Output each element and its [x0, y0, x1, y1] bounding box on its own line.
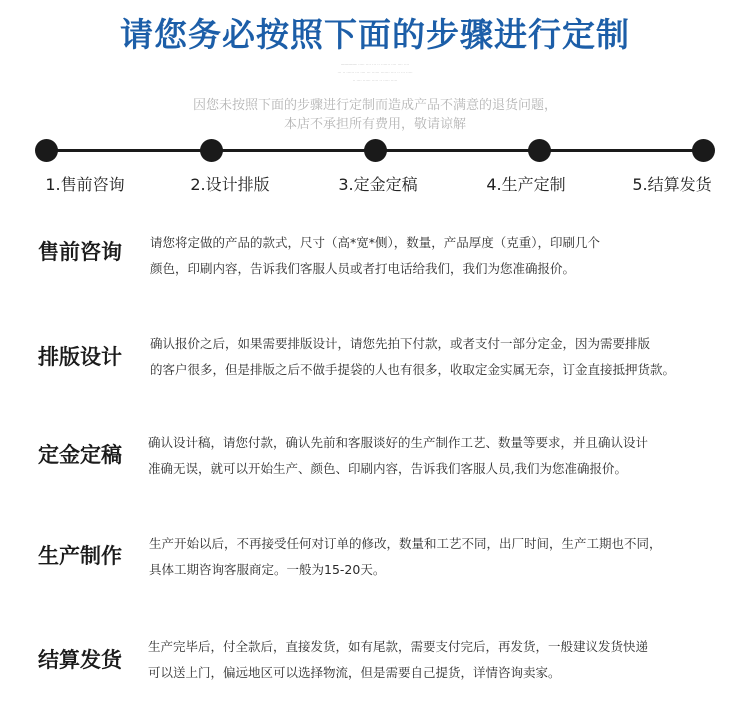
detail-line: 生产开始以后，不再接受任何对订单的修改，数量和工艺不同，出厂时间，生产工期也不同，	[149, 536, 662, 551]
decorative-fineprint-line: ———— ····· ···· ··· ·· ······· ···· ···· ····	[340, 62, 410, 67]
detail-text-production	[149, 531, 739, 583]
detail-title-shipping: 结算发货	[38, 648, 122, 672]
step-label-4: 4.生产定制	[486, 175, 566, 194]
timeline-dot	[528, 139, 551, 162]
detail-line: 请您将定做的产品的款式，尺寸（高*宽*侧），数量，产品厚度（克重），印刷几个	[150, 235, 601, 250]
detail-line: 确认报价之后，如果需要排版设计，请您先拍下付款，或者支付一部分定金，因为需要排版	[150, 336, 651, 351]
detail-text-deposit	[148, 430, 738, 482]
notice-line: 本店不承担所有费用，敬请谅解	[283, 117, 466, 132]
detail-line: 具体工期咨询客服商定。一般为15-20天。	[149, 562, 386, 577]
detail-text-shipping	[148, 634, 738, 686]
detail-line: 生产完毕后，付全款后，直接发货，如有尾款，需要支付完后，再发货，一般建议发货快递	[148, 639, 649, 654]
timeline-dot	[35, 139, 58, 162]
detail-line: 准确无误，就可以开始生产、颜色、印刷内容，告诉我们客服人员,我们为您准确报价。	[148, 461, 627, 476]
detail-line: 的客户很多，但是排版之后不做手提袋的人也有很多，收取定金实属无奈，订金直接抵押货款。	[150, 362, 676, 377]
detail-title-deposit: 定金定稿	[38, 443, 122, 467]
detail-title-layout: 排版设计	[38, 345, 122, 369]
refund-notice	[0, 96, 750, 134]
timeline-dot	[364, 139, 387, 162]
step-label-5: 5.结算发货	[632, 175, 712, 194]
timeline-dot	[692, 139, 715, 162]
decorative-fineprint-line: ·· ···· ······ ····· ·· ····· ·····	[352, 78, 398, 83]
detail-line: 可以送上门，偏远地区可以选择物流，但是需要自己提货，详情咨询卖家。	[148, 665, 561, 680]
step-label-3: 3.定金定稿	[338, 175, 418, 194]
decorative-fineprint-line: ··· ·· ······ ··· ···· ··· ······ ······· ···· ·· ··· ·····	[337, 70, 413, 75]
notice-line: 因您未按照下面的步骤进行定制而造成产品不满意的退货问题，	[192, 98, 557, 113]
detail-text-layout	[150, 331, 740, 383]
detail-text-presale	[150, 230, 740, 282]
step-label-1: 1.售前咨询	[45, 175, 125, 194]
timeline-dot	[200, 139, 223, 162]
detail-line: 颜色，印刷内容，告诉我们客服人员或者打电话给我们，我们为您准确报价。	[150, 261, 576, 276]
detail-line: 确认设计稿，请您付款，确认先前和客服谈好的生产制作工艺、数量等要求，并且确认设计	[148, 435, 649, 450]
detail-title-production: 生产制作	[38, 544, 122, 568]
step-label-2: 2.设计排版	[190, 175, 270, 194]
detail-title-presale: 售前咨询	[38, 240, 122, 264]
page-title: 请您务必按照下面的步骤进行定制	[120, 15, 630, 54]
